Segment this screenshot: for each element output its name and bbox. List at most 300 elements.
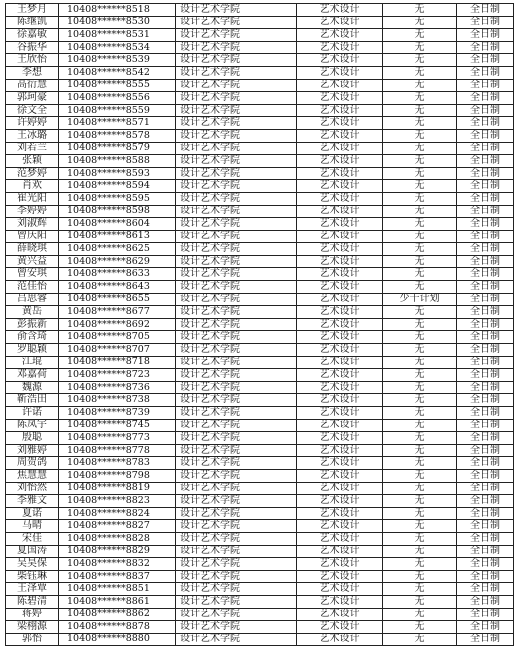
study-mode-cell: 全日制 (457, 29, 514, 42)
college-cell: 设计艺术学院 (176, 469, 297, 482)
student-name-cell: 吕思睿 (6, 293, 59, 306)
major-cell: 艺术设计 (297, 432, 383, 445)
special-plan-cell: 无 (383, 129, 457, 142)
special-plan-cell: 无 (383, 155, 457, 168)
student-name-cell: 范佳怡 (6, 281, 59, 294)
study-mode-cell: 全日制 (457, 205, 514, 218)
exam-id-cell: 10408******8718 (59, 356, 176, 369)
major-cell: 艺术设计 (297, 419, 383, 432)
study-mode-cell: 全日制 (457, 394, 514, 407)
special-plan-cell: 无 (383, 532, 457, 545)
student-name-cell: 郭珂豪 (6, 92, 59, 105)
table-row (6, 318, 514, 331)
student-name-cell: 刘怡然 (6, 482, 59, 495)
special-plan-cell: 无 (383, 54, 457, 67)
study-mode-cell: 全日制 (457, 570, 514, 583)
exam-id-cell: 10408******8824 (59, 507, 176, 520)
major-cell: 艺术设计 (297, 495, 383, 508)
table-row (6, 180, 514, 193)
college-cell: 设计艺术学院 (176, 54, 297, 67)
study-mode-cell: 全日制 (457, 583, 514, 596)
college-cell: 设计艺术学院 (176, 608, 297, 621)
student-name-cell: 吴昊保 (6, 558, 59, 571)
table-row (6, 369, 514, 382)
exam-id-cell: 10408******8677 (59, 306, 176, 319)
special-plan-cell: 无 (383, 608, 457, 621)
table-row (6, 381, 514, 394)
table-row (6, 583, 514, 596)
major-cell: 艺术设计 (297, 117, 383, 130)
student-name-cell: 黄兴益 (6, 255, 59, 268)
major-cell: 艺术设计 (297, 281, 383, 294)
special-plan-cell: 无 (383, 407, 457, 420)
table-row (6, 230, 514, 243)
student-name-cell: 崔光阳 (6, 192, 59, 205)
college-cell: 设计艺术学院 (176, 356, 297, 369)
study-mode-cell: 全日制 (457, 457, 514, 470)
major-cell: 艺术设计 (297, 293, 383, 306)
college-cell: 设计艺术学院 (176, 344, 297, 357)
exam-id-cell: 10408******8655 (59, 293, 176, 306)
major-cell: 艺术设计 (297, 306, 383, 319)
table-row (6, 507, 514, 520)
study-mode-cell: 全日制 (457, 608, 514, 621)
study-mode-cell: 全日制 (457, 469, 514, 482)
table-row (6, 79, 514, 92)
exam-id-cell: 10408******8832 (59, 558, 176, 571)
study-mode-cell: 全日制 (457, 268, 514, 281)
study-mode-cell: 全日制 (457, 633, 514, 646)
college-cell: 设计艺术学院 (176, 495, 297, 508)
exam-id-cell: 10408******8534 (59, 41, 176, 54)
major-cell: 艺术设计 (297, 469, 383, 482)
student-name-cell: 彭振新 (6, 318, 59, 331)
college-cell: 设计艺术学院 (176, 218, 297, 231)
major-cell: 艺术设计 (297, 155, 383, 168)
exam-id-cell: 10408******8518 (59, 4, 176, 17)
special-plan-cell: 无 (383, 281, 457, 294)
special-plan-cell: 无 (383, 520, 457, 533)
study-mode-cell: 全日制 (457, 4, 514, 17)
major-cell: 艺术设计 (297, 4, 383, 17)
major-cell: 艺术设计 (297, 356, 383, 369)
student-name-cell: 徐嘉敏 (6, 29, 59, 42)
exam-id-cell: 10408******8625 (59, 243, 176, 256)
special-plan-cell: 无 (383, 444, 457, 457)
study-mode-cell: 全日制 (457, 66, 514, 79)
table-row (6, 532, 514, 545)
table-row (6, 633, 514, 646)
table-row (6, 4, 514, 17)
study-mode-cell: 全日制 (457, 621, 514, 634)
special-plan-cell: 无 (383, 79, 457, 92)
major-cell: 艺术设计 (297, 444, 383, 457)
special-plan-cell: 无 (383, 230, 457, 243)
special-plan-cell: 无 (383, 469, 457, 482)
special-plan-cell: 无 (383, 192, 457, 205)
study-mode-cell: 全日制 (457, 558, 514, 571)
special-plan-cell: 无 (383, 117, 457, 130)
college-cell: 设计艺术学院 (176, 444, 297, 457)
study-mode-cell: 全日制 (457, 54, 514, 67)
table-row (6, 331, 514, 344)
major-cell: 艺术设计 (297, 482, 383, 495)
student-name-cell: 周贺鸽 (6, 457, 59, 470)
student-name-cell: 郭怡 (6, 633, 59, 646)
exam-id-cell: 10408******8633 (59, 268, 176, 281)
exam-id-cell: 10408******8643 (59, 281, 176, 294)
study-mode-cell: 全日制 (457, 318, 514, 331)
exam-id-cell: 10408******8798 (59, 469, 176, 482)
student-name-cell: 曾庆阳 (6, 230, 59, 243)
study-mode-cell: 全日制 (457, 331, 514, 344)
major-cell: 艺术设计 (297, 129, 383, 142)
student-name-cell: 马晴 (6, 520, 59, 533)
exam-id-cell: 10408******8629 (59, 255, 176, 268)
college-cell: 设计艺术学院 (176, 306, 297, 319)
special-plan-cell: 无 (383, 570, 457, 583)
major-cell: 艺术设计 (297, 570, 383, 583)
student-name-cell: 张颖 (6, 155, 59, 168)
student-name-cell: 王欣怡 (6, 54, 59, 67)
study-mode-cell: 全日制 (457, 369, 514, 382)
college-cell: 设计艺术学院 (176, 243, 297, 256)
exam-id-cell: 10408******8692 (59, 318, 176, 331)
study-mode-cell: 全日制 (457, 142, 514, 155)
table-row (6, 155, 514, 168)
table-row (6, 621, 514, 634)
study-mode-cell: 全日制 (457, 306, 514, 319)
study-mode-cell: 全日制 (457, 520, 514, 533)
table-row (6, 444, 514, 457)
college-cell: 设计艺术学院 (176, 520, 297, 533)
college-cell: 设计艺术学院 (176, 318, 297, 331)
special-plan-cell: 无 (383, 457, 457, 470)
special-plan-cell: 无 (383, 66, 457, 79)
special-plan-cell: 无 (383, 306, 457, 319)
special-plan-cell: 无 (383, 583, 457, 596)
student-name-cell: 宋佳 (6, 532, 59, 545)
college-cell: 设计艺术学院 (176, 230, 297, 243)
college-cell: 设计艺术学院 (176, 457, 297, 470)
special-plan-cell: 无 (383, 356, 457, 369)
college-cell: 设计艺术学院 (176, 281, 297, 294)
study-mode-cell: 全日制 (457, 104, 514, 117)
study-mode-cell: 全日制 (457, 230, 514, 243)
table-row (6, 41, 514, 54)
student-name-cell: 梁栩源 (6, 621, 59, 634)
study-mode-cell: 全日制 (457, 407, 514, 420)
major-cell: 艺术设计 (297, 331, 383, 344)
study-mode-cell: 全日制 (457, 255, 514, 268)
table-row (6, 129, 514, 142)
major-cell: 艺术设计 (297, 79, 383, 92)
major-cell: 艺术设计 (297, 633, 383, 646)
exam-id-cell: 10408******8578 (59, 129, 176, 142)
major-cell: 艺术设计 (297, 66, 383, 79)
college-cell: 设计艺术学院 (176, 129, 297, 142)
exam-id-cell: 10408******8707 (59, 344, 176, 357)
major-cell: 艺术设计 (297, 92, 383, 105)
college-cell: 设计艺术学院 (176, 407, 297, 420)
special-plan-cell: 无 (383, 318, 457, 331)
study-mode-cell: 全日制 (457, 16, 514, 29)
student-name-cell: 柴钰琳 (6, 570, 59, 583)
special-plan-cell: 无 (383, 432, 457, 445)
exam-id-cell: 10408******8594 (59, 180, 176, 193)
study-mode-cell: 全日制 (457, 356, 514, 369)
student-name-cell: 焦慧慧 (6, 469, 59, 482)
exam-id-cell: 10408******8593 (59, 167, 176, 180)
table-row (6, 469, 514, 482)
table-row (6, 595, 514, 608)
special-plan-cell: 无 (383, 369, 457, 382)
exam-id-cell: 10408******8828 (59, 532, 176, 545)
study-mode-cell: 全日制 (457, 507, 514, 520)
special-plan-cell: 无 (383, 243, 457, 256)
college-cell: 设计艺术学院 (176, 117, 297, 130)
special-plan-cell: 无 (383, 545, 457, 558)
major-cell: 艺术设计 (297, 318, 383, 331)
student-name-cell: 俞含琦 (6, 331, 59, 344)
student-name-cell: 夏诺 (6, 507, 59, 520)
college-cell: 设计艺术学院 (176, 92, 297, 105)
college-cell: 设计艺术学院 (176, 192, 297, 205)
special-plan-cell: 少干计划 (383, 293, 457, 306)
table-row (6, 495, 514, 508)
study-mode-cell: 全日制 (457, 243, 514, 256)
student-name-cell: 王泽覃 (6, 583, 59, 596)
special-plan-cell: 无 (383, 16, 457, 29)
college-cell: 设计艺术学院 (176, 29, 297, 42)
major-cell: 艺术设计 (297, 457, 383, 470)
study-mode-cell: 全日制 (457, 495, 514, 508)
college-cell: 设计艺术学院 (176, 570, 297, 583)
exam-id-cell: 10408******8531 (59, 29, 176, 42)
major-cell: 艺术设计 (297, 16, 383, 29)
college-cell: 设计艺术学院 (176, 381, 297, 394)
exam-id-cell: 10408******8604 (59, 218, 176, 231)
study-mode-cell: 全日制 (457, 79, 514, 92)
college-cell: 设计艺术学院 (176, 142, 297, 155)
exam-id-cell: 10408******8539 (59, 54, 176, 67)
student-name-cell: 谷振华 (6, 41, 59, 54)
exam-id-cell: 10408******8559 (59, 104, 176, 117)
exam-id-cell: 10408******8773 (59, 432, 176, 445)
college-cell: 设计艺术学院 (176, 293, 297, 306)
student-name-cell: 李婷婷 (6, 205, 59, 218)
table-row (6, 16, 514, 29)
special-plan-cell: 无 (383, 205, 457, 218)
student-name-cell: 邓嘉荷 (6, 369, 59, 382)
exam-id-cell: 10408******8837 (59, 570, 176, 583)
study-mode-cell: 全日制 (457, 293, 514, 306)
major-cell: 艺术设计 (297, 545, 383, 558)
study-mode-cell: 全日制 (457, 167, 514, 180)
student-name-cell: 黄岳 (6, 306, 59, 319)
study-mode-cell: 全日制 (457, 155, 514, 168)
special-plan-cell: 无 (383, 394, 457, 407)
college-cell: 设计艺术学院 (176, 167, 297, 180)
exam-id-cell: 10408******8783 (59, 457, 176, 470)
college-cell: 设计艺术学院 (176, 595, 297, 608)
student-name-cell: 高衍慧 (6, 79, 59, 92)
table-row (6, 419, 514, 432)
student-name-cell: 李想 (6, 66, 59, 79)
major-cell: 艺术设计 (297, 532, 383, 545)
college-cell: 设计艺术学院 (176, 155, 297, 168)
major-cell: 艺术设计 (297, 381, 383, 394)
college-cell: 设计艺术学院 (176, 66, 297, 79)
college-cell: 设计艺术学院 (176, 621, 297, 634)
student-name-cell: 蒋婷 (6, 608, 59, 621)
exam-id-cell: 10408******8542 (59, 66, 176, 79)
major-cell: 艺术设计 (297, 507, 383, 520)
student-name-cell: 陈凤宇 (6, 419, 59, 432)
student-name-cell: 薛晓琪 (6, 243, 59, 256)
table-row (6, 192, 514, 205)
exam-id-cell: 10408******8880 (59, 633, 176, 646)
student-name-cell: 曾安琪 (6, 268, 59, 281)
student-name-cell: 肖欢 (6, 180, 59, 193)
table-row (6, 356, 514, 369)
major-cell: 艺术设计 (297, 29, 383, 42)
student-name-cell: 王梦月 (6, 4, 59, 17)
major-cell: 艺术设计 (297, 608, 383, 621)
study-mode-cell: 全日制 (457, 180, 514, 193)
major-cell: 艺术设计 (297, 520, 383, 533)
college-cell: 设计艺术学院 (176, 4, 297, 17)
study-mode-cell: 全日制 (457, 344, 514, 357)
major-cell: 艺术设计 (297, 243, 383, 256)
admission-list-table (5, 3, 514, 646)
table-row (6, 482, 514, 495)
special-plan-cell: 无 (383, 142, 457, 155)
student-name-cell: 江琨 (6, 356, 59, 369)
student-name-cell: 陈继凯 (6, 16, 59, 29)
major-cell: 艺术设计 (297, 180, 383, 193)
study-mode-cell: 全日制 (457, 192, 514, 205)
college-cell: 设计艺术学院 (176, 79, 297, 92)
major-cell: 艺术设计 (297, 167, 383, 180)
college-cell: 设计艺术学院 (176, 16, 297, 29)
college-cell: 设计艺术学院 (176, 104, 297, 117)
major-cell: 艺术设计 (297, 230, 383, 243)
special-plan-cell: 无 (383, 558, 457, 571)
exam-id-cell: 10408******8827 (59, 520, 176, 533)
major-cell: 艺术设计 (297, 218, 383, 231)
study-mode-cell: 全日制 (457, 595, 514, 608)
special-plan-cell: 无 (383, 104, 457, 117)
table-row (6, 92, 514, 105)
major-cell: 艺术设计 (297, 407, 383, 420)
college-cell: 设计艺术学院 (176, 419, 297, 432)
table-row (6, 457, 514, 470)
special-plan-cell: 无 (383, 495, 457, 508)
table-row (6, 117, 514, 130)
major-cell: 艺术设计 (297, 583, 383, 596)
special-plan-cell: 无 (383, 167, 457, 180)
exam-id-cell: 10408******8823 (59, 495, 176, 508)
table-row (6, 54, 514, 67)
major-cell: 艺术设计 (297, 54, 383, 67)
study-mode-cell: 全日制 (457, 218, 514, 231)
special-plan-cell: 无 (383, 268, 457, 281)
exam-id-cell: 10408******8861 (59, 595, 176, 608)
table-row (6, 205, 514, 218)
college-cell: 设计艺术学院 (176, 532, 297, 545)
college-cell: 设计艺术学院 (176, 180, 297, 193)
special-plan-cell: 无 (383, 419, 457, 432)
table-row (6, 167, 514, 180)
student-name-cell: 魏源 (6, 381, 59, 394)
special-plan-cell: 无 (383, 331, 457, 344)
college-cell: 设计艺术学院 (176, 41, 297, 54)
study-mode-cell: 全日制 (457, 92, 514, 105)
special-plan-cell: 无 (383, 218, 457, 231)
student-name-cell: 刘淑辉 (6, 218, 59, 231)
exam-id-cell: 10408******8556 (59, 92, 176, 105)
major-cell: 艺术设计 (297, 142, 383, 155)
table-row (6, 608, 514, 621)
table-row (6, 243, 514, 256)
exam-id-cell: 10408******8723 (59, 369, 176, 382)
college-cell: 设计艺术学院 (176, 583, 297, 596)
study-mode-cell: 全日制 (457, 281, 514, 294)
exam-id-cell: 10408******8613 (59, 230, 176, 243)
college-cell: 设计艺术学院 (176, 432, 297, 445)
table-row (6, 407, 514, 420)
college-cell: 设计艺术学院 (176, 331, 297, 344)
special-plan-cell: 无 (383, 621, 457, 634)
table-row (6, 570, 514, 583)
special-plan-cell: 无 (383, 595, 457, 608)
table-row (6, 29, 514, 42)
college-cell: 设计艺术学院 (176, 205, 297, 218)
special-plan-cell: 无 (383, 482, 457, 495)
major-cell: 艺术设计 (297, 104, 383, 117)
major-cell: 艺术设计 (297, 205, 383, 218)
student-name-cell: 罗聪颖 (6, 344, 59, 357)
student-name-cell: 陈碧清 (6, 595, 59, 608)
table-row (6, 104, 514, 117)
study-mode-cell: 全日制 (457, 532, 514, 545)
table-row (6, 218, 514, 231)
table-row (6, 344, 514, 357)
special-plan-cell: 无 (383, 507, 457, 520)
college-cell: 设计艺术学院 (176, 558, 297, 571)
study-mode-cell: 全日制 (457, 41, 514, 54)
major-cell: 艺术设计 (297, 268, 383, 281)
major-cell: 艺术设计 (297, 621, 383, 634)
exam-id-cell: 10408******8819 (59, 482, 176, 495)
major-cell: 艺术设计 (297, 344, 383, 357)
student-name-cell: 靳浩田 (6, 394, 59, 407)
major-cell: 艺术设计 (297, 558, 383, 571)
exam-id-cell: 10408******8705 (59, 331, 176, 344)
exam-id-cell: 10408******8829 (59, 545, 176, 558)
special-plan-cell: 无 (383, 344, 457, 357)
exam-id-cell: 10408******8588 (59, 155, 176, 168)
study-mode-cell: 全日制 (457, 381, 514, 394)
student-name-cell: 王冰璐 (6, 129, 59, 142)
college-cell: 设计艺术学院 (176, 482, 297, 495)
table-row (6, 545, 514, 558)
exam-id-cell: 10408******8862 (59, 608, 176, 621)
student-name-cell: 范梦婷 (6, 167, 59, 180)
college-cell: 设计艺术学院 (176, 268, 297, 281)
study-mode-cell: 全日制 (457, 482, 514, 495)
